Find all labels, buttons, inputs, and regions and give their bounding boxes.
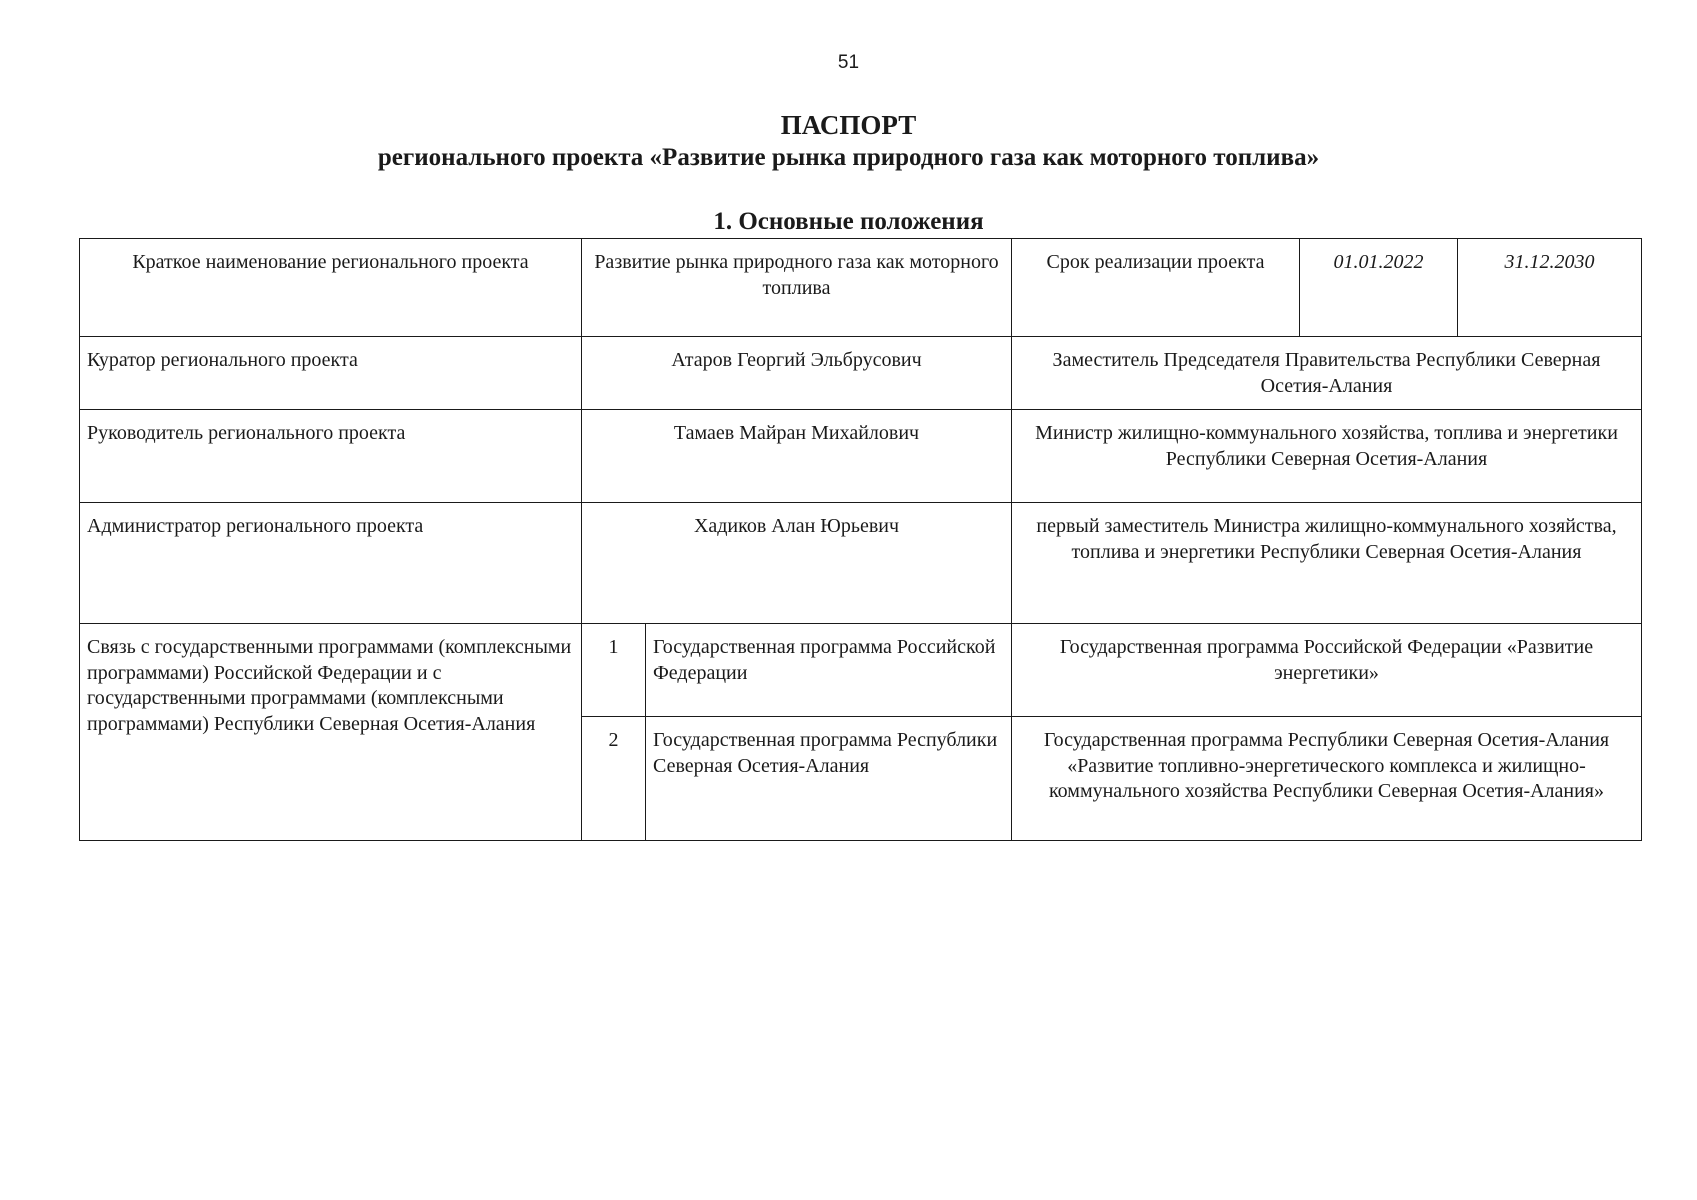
page-number: 51 [837, 52, 860, 73]
program-2-number: 2 [582, 717, 646, 841]
document-title: ПАСПОРТ [780, 110, 917, 140]
program-2-name: Государственная программа Республики Северная Осетия-Алания «Развитие топливно-энергетического комплекса и жилищно-коммунального хозяйства Республики Северная Осетия-Алания» [1012, 717, 1642, 841]
table-row-short-name [80, 239, 1642, 337]
end-date: 31.12.2030 [1458, 239, 1642, 337]
head-name: Тамаев Майран Михайлович [582, 410, 1012, 503]
programs-label: Связь с государственными программами (комплексными программами) Российской Федерации и с государственными программами (комплексными программами) Республики Северная Осетия-Алания [80, 624, 582, 841]
table-row-curator [80, 337, 1642, 410]
head-label: Руководитель регионального проекта [80, 410, 582, 503]
administrator-name: Хадиков Алан Юрьевич [582, 503, 1012, 624]
program-1-number: 1 [582, 624, 646, 717]
short-name-value: Развитие рынка природного газа как моторного топлива [582, 239, 1012, 337]
administrator-label: Администратор регионального проекта [80, 503, 582, 624]
term-label: Срок реализации проекта [1012, 239, 1300, 337]
section-title: 1. Основные положения [713, 208, 984, 235]
table-row-head [80, 410, 1642, 503]
start-date: 01.01.2022 [1300, 239, 1458, 337]
curator-position: Заместитель Председателя Правительства Республики Северная Осетия-Алания [1012, 337, 1642, 410]
program-1-type: Государственная программа Российской Федерации [646, 624, 1012, 717]
document-subtitle: регионального проекта «Развитие рынка природного газа как моторного топлива» [377, 144, 1320, 171]
curator-name: Атаров Георгий Эльбрусович [582, 337, 1012, 410]
curator-label: Куратор регионального проекта [80, 337, 582, 410]
program-1-name: Государственная программа Российской Федерации «Развитие энергетики» [1012, 624, 1642, 717]
short-name-label: Краткое наименование регионального проекта [80, 239, 582, 337]
program-2-type: Государственная программа Республики Северная Осетия-Алания [646, 717, 1012, 841]
administrator-position: первый заместитель Министра жилищно-коммунального хозяйства, топлива и энергетики Республики Северная Осетия-Алания [1012, 503, 1642, 624]
table-row-administrator [80, 503, 1642, 624]
passport-table [79, 238, 1642, 841]
table-row-program-1 [80, 624, 1642, 717]
head-position: Министр жилищно-коммунального хозяйства, топлива и энергетики Республики Северная Осетия-Алания [1012, 410, 1642, 503]
